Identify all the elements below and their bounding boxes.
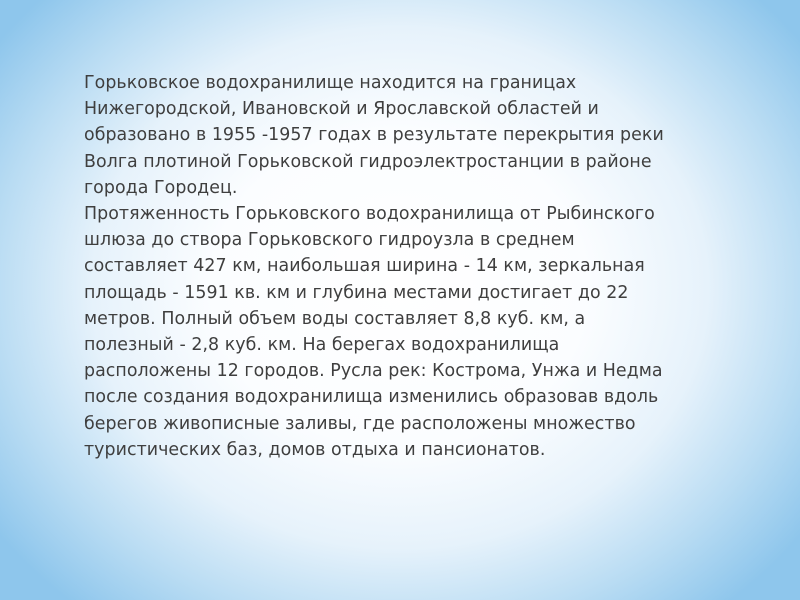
text-line: образовано в 1955 -1957 годах в результате перекрытия реки	[84, 125, 664, 146]
text-line: после создания водохранилища изменились образовав вдоль	[84, 387, 659, 408]
text-line: составляет 427 км, наибольшая ширина - 14 км, зеркальная	[84, 256, 645, 277]
text-line: метров. Полный объем воды составляет 8,8 куб. км, а	[84, 308, 586, 329]
text-line: Горьковское водохранилище находится на границах	[84, 73, 577, 93]
slide-body-text	[84, 70, 744, 463]
text-line: шлюза до створа Горьковского гидроузла в среднем	[84, 230, 575, 251]
text-line: Волга плотиной Горьковской гидроэлектростанции в районе	[84, 151, 652, 172]
text-line: туристических баз, домов отдыха и пансионатов.	[84, 439, 546, 460]
text-line: полезный - 2,8 куб. км. На берегах водохранилища	[84, 335, 560, 356]
text-line: города Городец.	[84, 177, 238, 198]
text-line: Нижегородской, Ивановской и Ярославской областей и	[84, 99, 599, 120]
text-line: площадь - 1591 кв. км и глубина местами достигает до 22	[84, 282, 629, 303]
text-line: берегов живописные заливы, где расположены множество	[84, 413, 636, 434]
text-line: расположены 12 городов. Русла рек: Кострома, Унжа и Недма	[84, 361, 663, 382]
text-line: Протяженность Горьковского водохранилища от Рыбинского	[84, 204, 655, 225]
